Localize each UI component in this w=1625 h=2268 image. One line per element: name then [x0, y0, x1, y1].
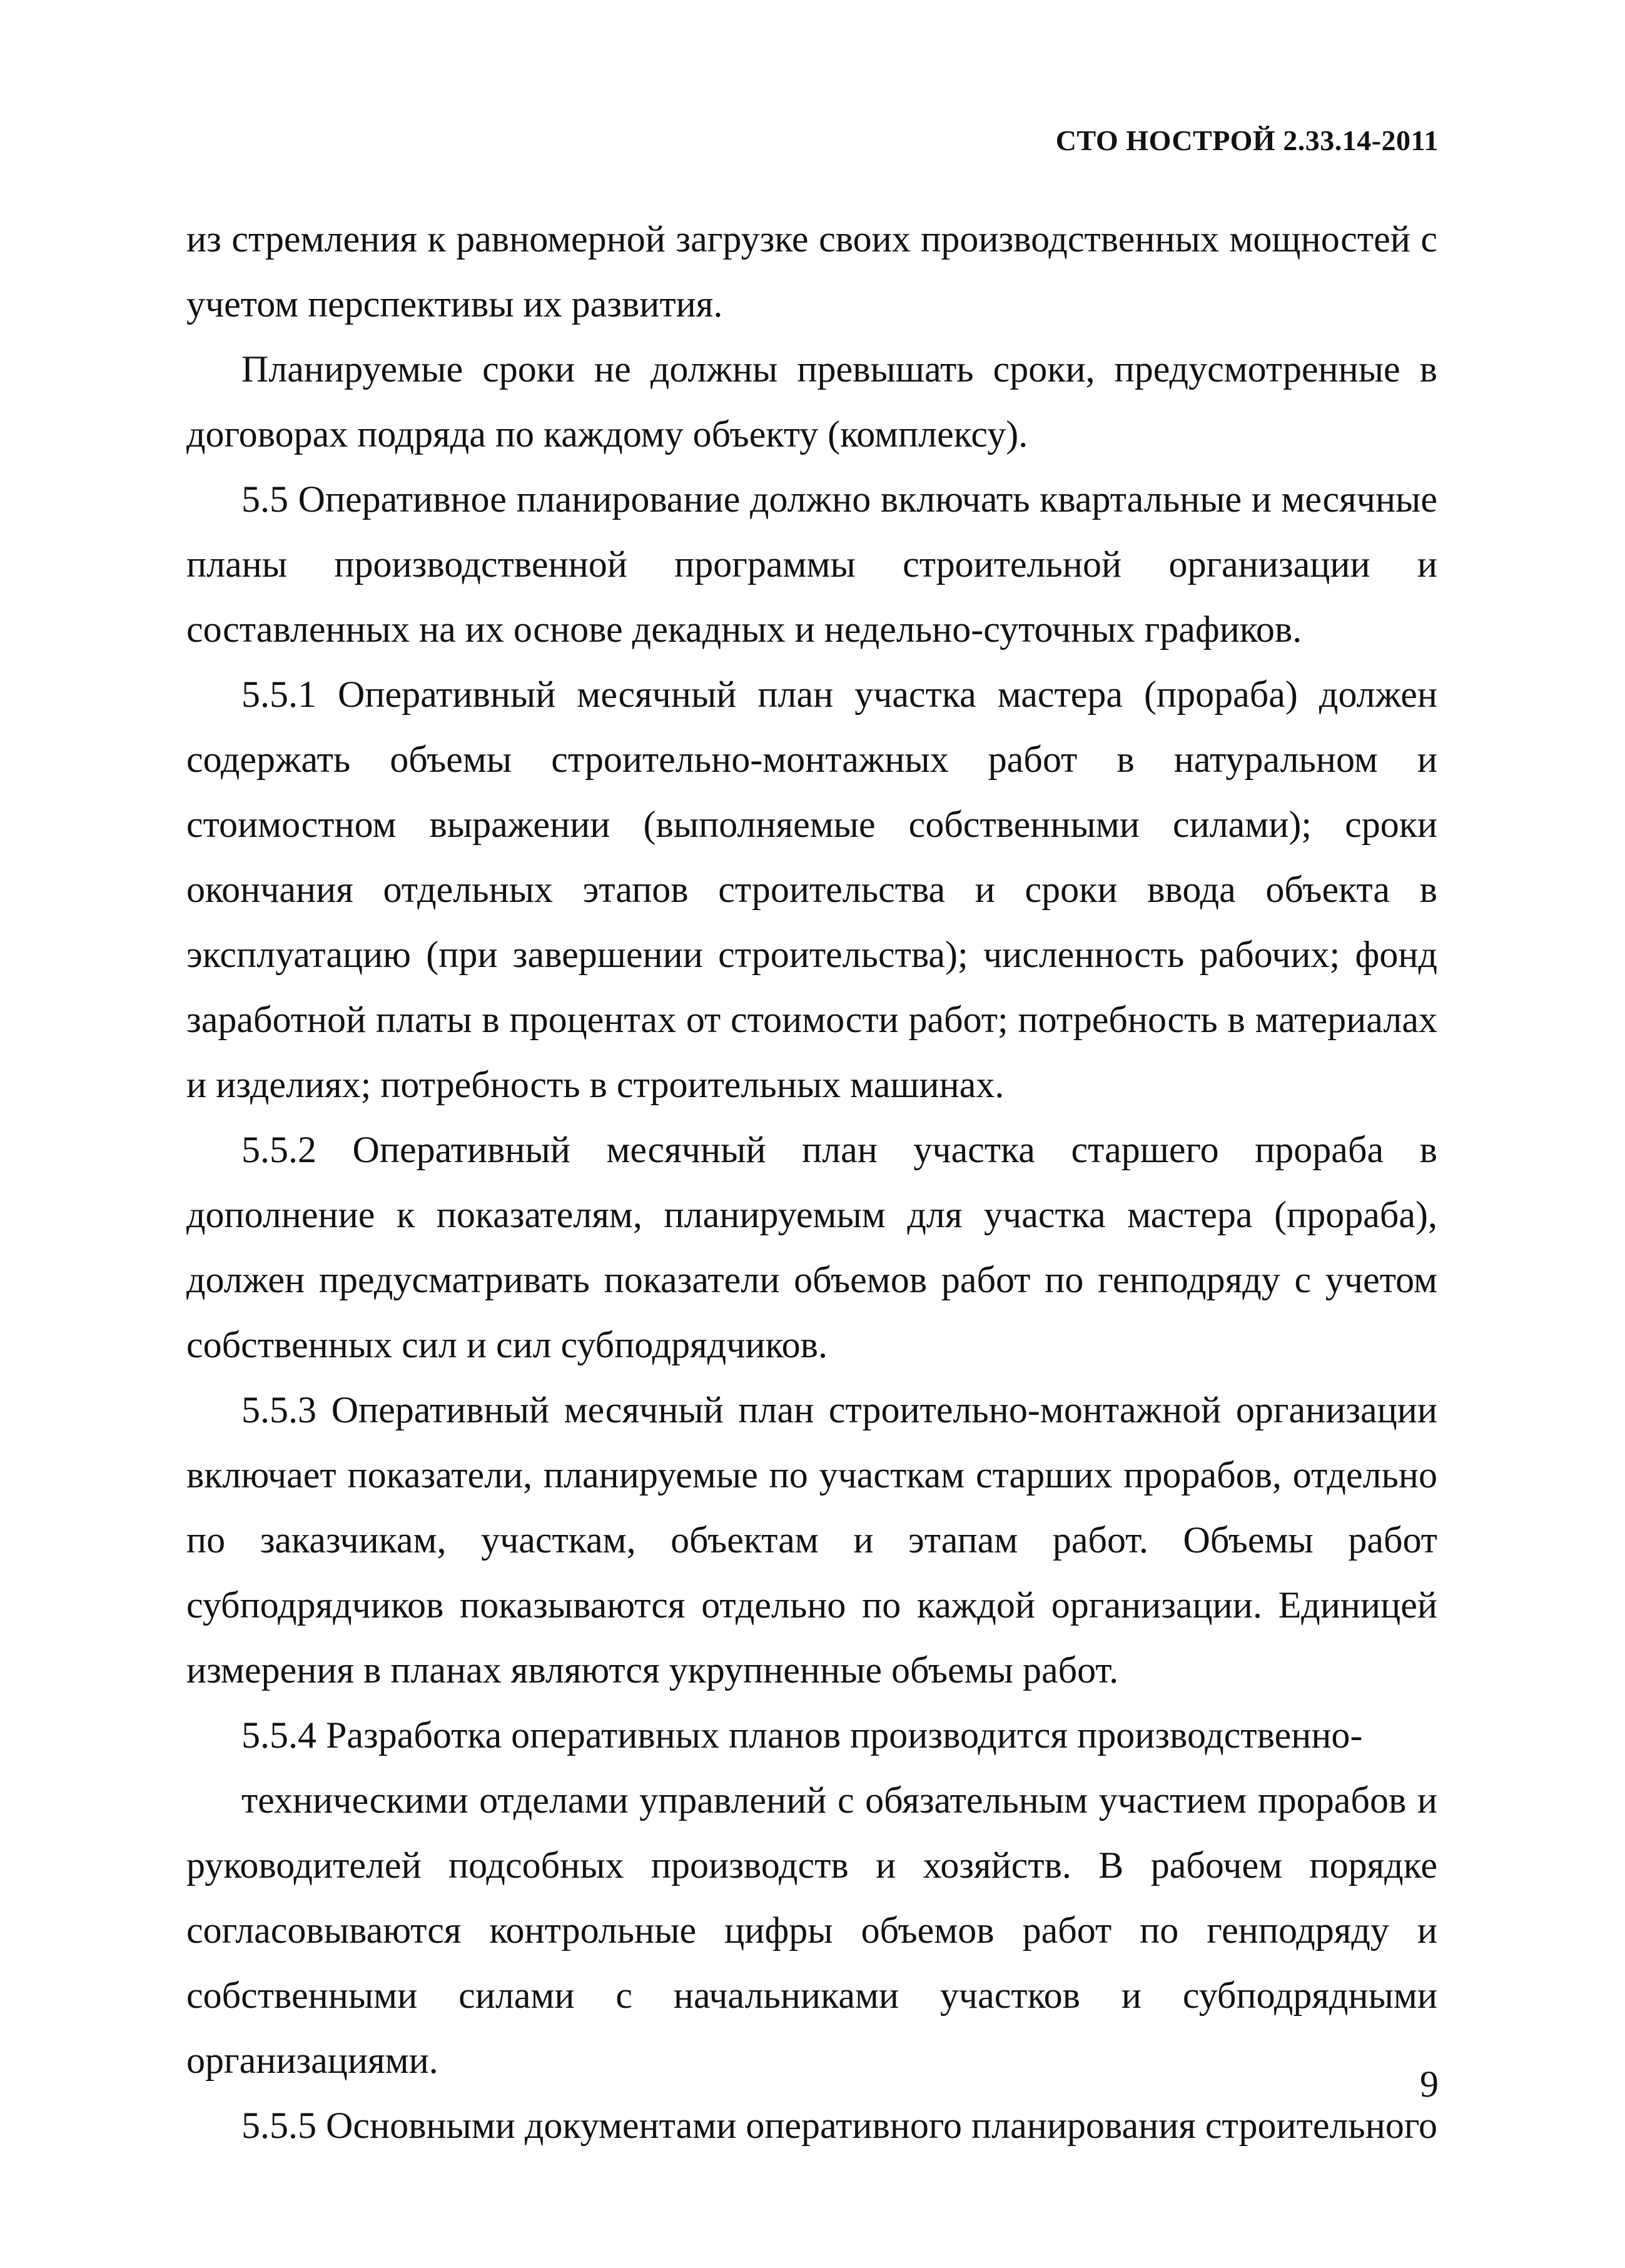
- paragraph: 5.5.4 Разработка оперативных планов производится производственно-: [241, 1714, 1363, 1756]
- paragraph: 5.5 Оперативное планирование должно включать квартальные и месячные планы производственной программы строительной организации и составленных на их основе декадных и недельно-суточных графиков.: [186, 478, 1437, 650]
- paragraph: из стремления к равномерной загрузке своих производственных мощностей с учетом перспективы их развития.: [186, 218, 1437, 325]
- paragraph: техническими отделами управлений с обязательным участием прорабов и: [241, 1779, 1437, 1821]
- document-code-header: СТО НОСТРОЙ 2.33.14-2011: [1055, 124, 1439, 156]
- paragraph: Планируемые сроки не должны превышать сроки, предусмотренные в договорах подряда по каждому объекту (комплексу).: [186, 348, 1437, 455]
- paragraph: 5.5.3 Оперативный месячный план строительно-монтажной организации включает показатели, планируемые по участкам старших прорабов, отдельно по заказчикам, участкам, объектам и этапам работ. Объемы работ субподрядчиков показываются отдельно по каждой организации. Единицей измерения в планах являются укрупненные объемы работ.: [186, 1389, 1437, 1691]
- paragraph: 5.5.1 Оперативный месячный план участка мастера (прораба) должен содержать объемы строительно-монтажных работ в натуральном и стоимостном выражении (выполняемые собственными силами); сроки окончания отдельных этапов строительства и сроки ввода объекта в эксплуатацию (при завершении строительства); численность рабочих; фонд заработной платы в процентах от стоимости работ; потребность в материалах и изделиях; потребность в строительных машинах.: [186, 674, 1437, 1105]
- paragraph: 5.5.2 Оперативный месячный план участка старшего прораба в дополнение к показателям, планируемым для участка мастера (прораба), должен предусматривать показатели объемов работ по генподряду с учетом собственных сил и сил субподрядчиков.: [186, 1129, 1437, 1365]
- paragraph: руководителей подсобных производств и хозяйств. В рабочем порядке согласовываются контрольные цифры объемов работ по генподряду и собственными силами с начальниками участков и субподрядными организациями.: [186, 1845, 1437, 2081]
- page-body: [186, 206, 1437, 2158]
- page-number: 9: [1420, 2063, 1439, 2105]
- paragraph: 5.5.5 Основными документами оперативного планирования строительного: [241, 2105, 1437, 2146]
